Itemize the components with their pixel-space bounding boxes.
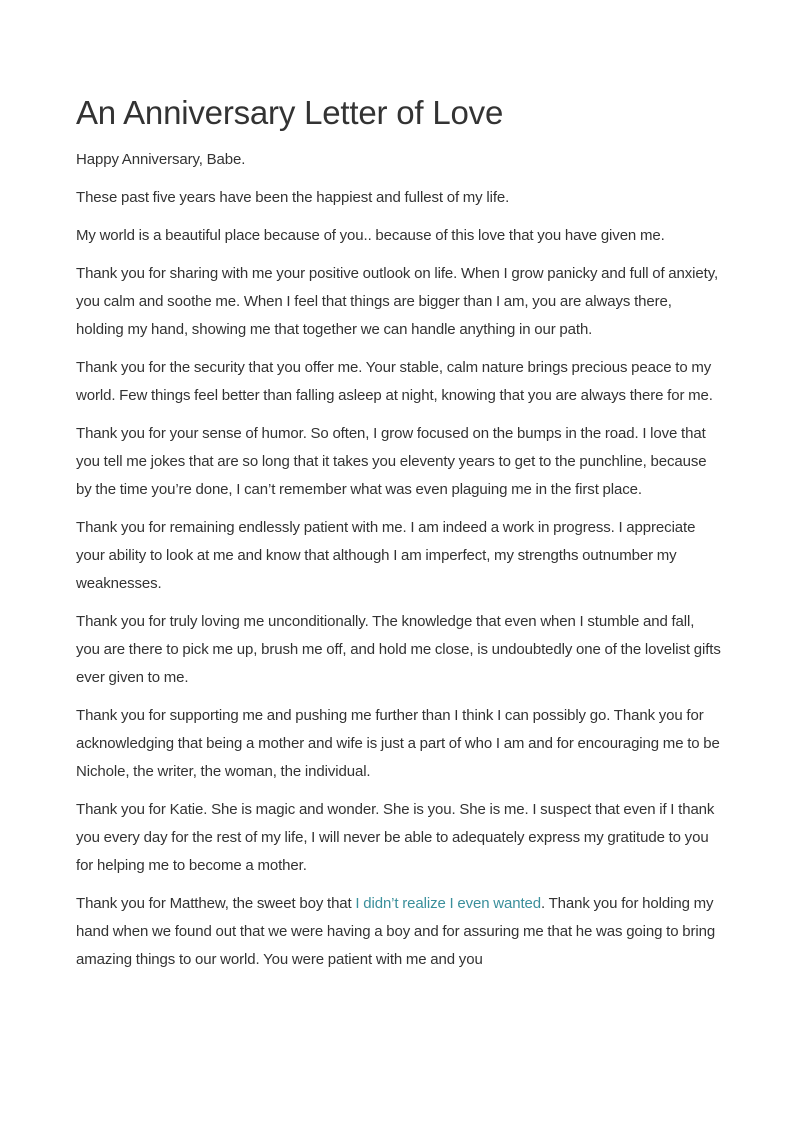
page-title: An Anniversary Letter of Love	[76, 94, 504, 131]
paragraph: Thank you for your sense of humor. So often, I grow focused on the bumps in the road. I love that you tell me jokes that are so long that it takes you eleventy years to get to the punchline, because by the time you’re done, I can’t remember what was even plaguing me in the first place.	[76, 425, 707, 498]
paragraph: Thank you for truly loving me unconditionally. The knowledge that even when I stumble and fall, you are there to pick me up, brush me off, and hold me close, is undoubtedly one of the lovelist gifts ever given to me.	[76, 613, 721, 686]
last-paragraph-end: . Thank you for holding my hand when we found out that we were having a boy and for assuring me that he was going to bring amazing things to our world. You were patient with me and you	[76, 895, 716, 968]
paragraph: Thank you for the security that you offer me. Your stable, calm nature brings precious peace to my world. Few things feel better than falling asleep at night, knowing that you are always there for me.	[76, 359, 713, 404]
paragraph: Thank you for supporting me and pushing me further than I think I can possibly go. Thank you for acknowledging that being a mother and wife is just a part of who I am and for encouraging me to be Nichole, the writer, the woman, the individual.	[76, 707, 720, 780]
paragraph: Thank you for sharing with me your positive outlook on life. When I grow panicky and full of anxiety, you calm and soothe me. When I feel that things are bigger than I am, you are always there, holding my hand, showing me that together we can handle anything in our path.	[76, 265, 719, 338]
inline-link[interactable]: I didn’t realize I even wanted	[355, 895, 542, 912]
paragraph: Thank you for remaining endlessly patient with me. I am indeed a work in progress. I appreciate your ability to look at me and know that although I am imperfect, my strengths outnumber my weaknesses.	[76, 519, 696, 592]
last-paragraph-start: Thank you for Matthew, the sweet boy that	[76, 895, 356, 912]
greeting: Happy Anniversary, Babe.	[76, 151, 246, 168]
paragraph: These past five years have been the happiest and fullest of my life.	[76, 189, 510, 206]
paragraph: Thank you for Katie. She is magic and wonder. She is you. She is me. I suspect that even if I thank you every day for the rest of my life, I will never be able to adequately express my gratitude to you for helping me to become a mother.	[76, 801, 715, 874]
last-paragraph	[76, 890, 721, 974]
letter-page	[76, 92, 721, 984]
paragraph: My world is a beautiful place because of you.. because of this love that you have given me.	[76, 227, 665, 244]
